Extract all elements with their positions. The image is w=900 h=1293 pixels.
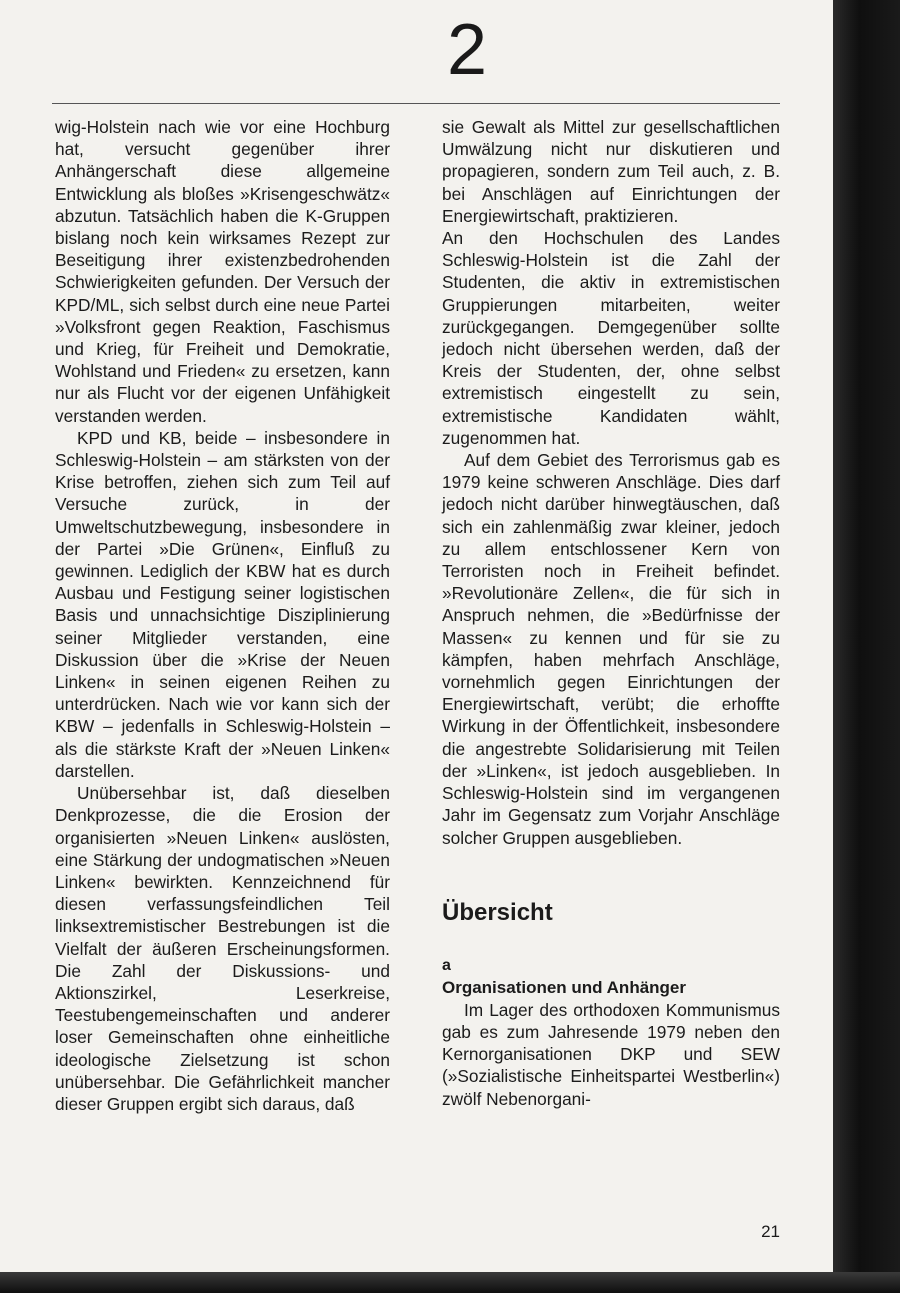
subsection-letter: a (442, 956, 451, 974)
scan-edge-right (833, 0, 900, 1293)
paragraph: KPD und KB, beide – insbesondere in Schleswig-Holstein – am stärksten von der Krise betroffen, ziehen sich zum Teil auf Versuche zurück, in der Umweltschutzbewegung, insbesondere in der Partei »Die Grünen«, Einfluß zu gewinnen. Lediglich der KBW hat es durch Ausbau und Festigung seiner logistischen Basis und unnachsichtige Disziplinierung seiner Mitglieder verstanden, eine Diskussion über die »Krise der Neuen Linken« in seinen eigenen Reihen zu unterdrücken. Nach wie vor kann sich der KBW – jedenfalls in Schleswig-Holstein – als die stärkste Kraft der »Neuen Linken« darstellen. (55, 427, 390, 781)
right-column (442, 116, 780, 1110)
paragraph: sie Gewalt als Mittel zur gesellschaftlichen Umwälzung nicht nur diskutieren und propagieren, sondern zum Teil auch, z. B. bei Anschlägen auf Einrichtungen der Energiewirtschaft, praktizieren. (442, 117, 780, 226)
paragraph: Im Lager des orthodoxen Kommunismus gab es zum Jahresende 1979 neben den Kernorganisationen DKP und SEW (»Sozialistische Einheitspartei Westberlin«) zwölf Nebenorgani- (442, 999, 780, 1109)
section-heading: Übersicht (442, 898, 553, 926)
subsection-title: Organisationen und Anhänger (442, 977, 686, 997)
paragraph: Auf dem Gebiet des Terrorismus gab es 1979 keine schweren Anschläge. Dies darf jedoch nicht darüber hinwegtäuschen, daß sich ein zahlenmäßig zwar kleiner, jedoch zu allem entschlossener Kern von Terroristen noch in Freiheit befindet. »Revolutionäre Zellen«, die für sich in Anspruch nehmen, die »Bedürfnisse der Massen« zu kennen und für sie zu kämpfen, haben mehrfach Anschläge, vornehmlich gegen Einrichtungen der Energiewirtschaft, verübt; die erhoffte Wirkung in der Öffentlichkeit, insbesondere die angestrebte Solidarisierung mit Teilen der »Linken«, ist jedoch ausgeblieben. In Schleswig-Holstein sind im vergangenen Jahr im Gegensatz zum Vorjahr Anschläge solcher Gruppen ausgeblieben. (442, 450, 780, 848)
paragraph: wig-Holstein nach wie vor eine Hochburg hat, versucht gegenüber ihrer Anhängerschaft diese allgemeine Entwicklung als bloßes »Krisengeschwätz« abzutun. Tatsächlich haben die K-Gruppen bislang noch kein wirksames Rezept zur Beseitigung ihrer existenzbedrohenden Schwierigkeiten gefunden. Der Versuch der KPD/ML, sich selbst durch eine neue Partei »Volksfront gegen Reaktion, Faschismus und Krieg, für Freiheit und Demokratie, Wohlstand und Frieden« zu ersetzen, kann nur als Flucht vor der eigenen Unfähigkeit verstanden werden. (55, 117, 390, 426)
scan-edge-bottom (0, 1272, 900, 1293)
paragraph: Unübersehbar ist, daß dieselben Denkprozesse, die die Erosion der organisierten »Neuen Linken« auslösten, eine Stärkung der undogmatischen »Neuen Linken« bewirkten. Kennzeichnend für diesen verfassungsfeindlichen Teil linksextremistischer Bestrebungen ist die Vielfalt der äußeren Erscheinungsformen. Die Zahl der Diskussions- und Aktionszirkel, Leserkreise, Teestubengemeinschaften und anderer loser Gemeinschaften ohne einheitliche ideologische Zielsetzung ist schon unübersehbar. Die Gefährlichkeit mancher dieser Gruppen ergibt sich daraus, daß (55, 783, 390, 1114)
paragraph: An den Hochschulen des Landes Schleswig-Holstein ist die Zahl der Studenten, die aktiv in extremistischen Gruppierungen mitarbeiten, weiter zurückgegangen. Demgegenüber sollte jedoch nicht übersehen werden, daß der Kreis der Studenten, der, ohne selbst extremistisch eingestellt zu sein, extremistische Kandidaten wählt, zugenommen hat. (442, 228, 780, 448)
header-rule (52, 103, 780, 104)
left-column (55, 116, 390, 1115)
page-number: 21 (761, 1222, 780, 1241)
chapter-number: 2 (446, 10, 488, 90)
